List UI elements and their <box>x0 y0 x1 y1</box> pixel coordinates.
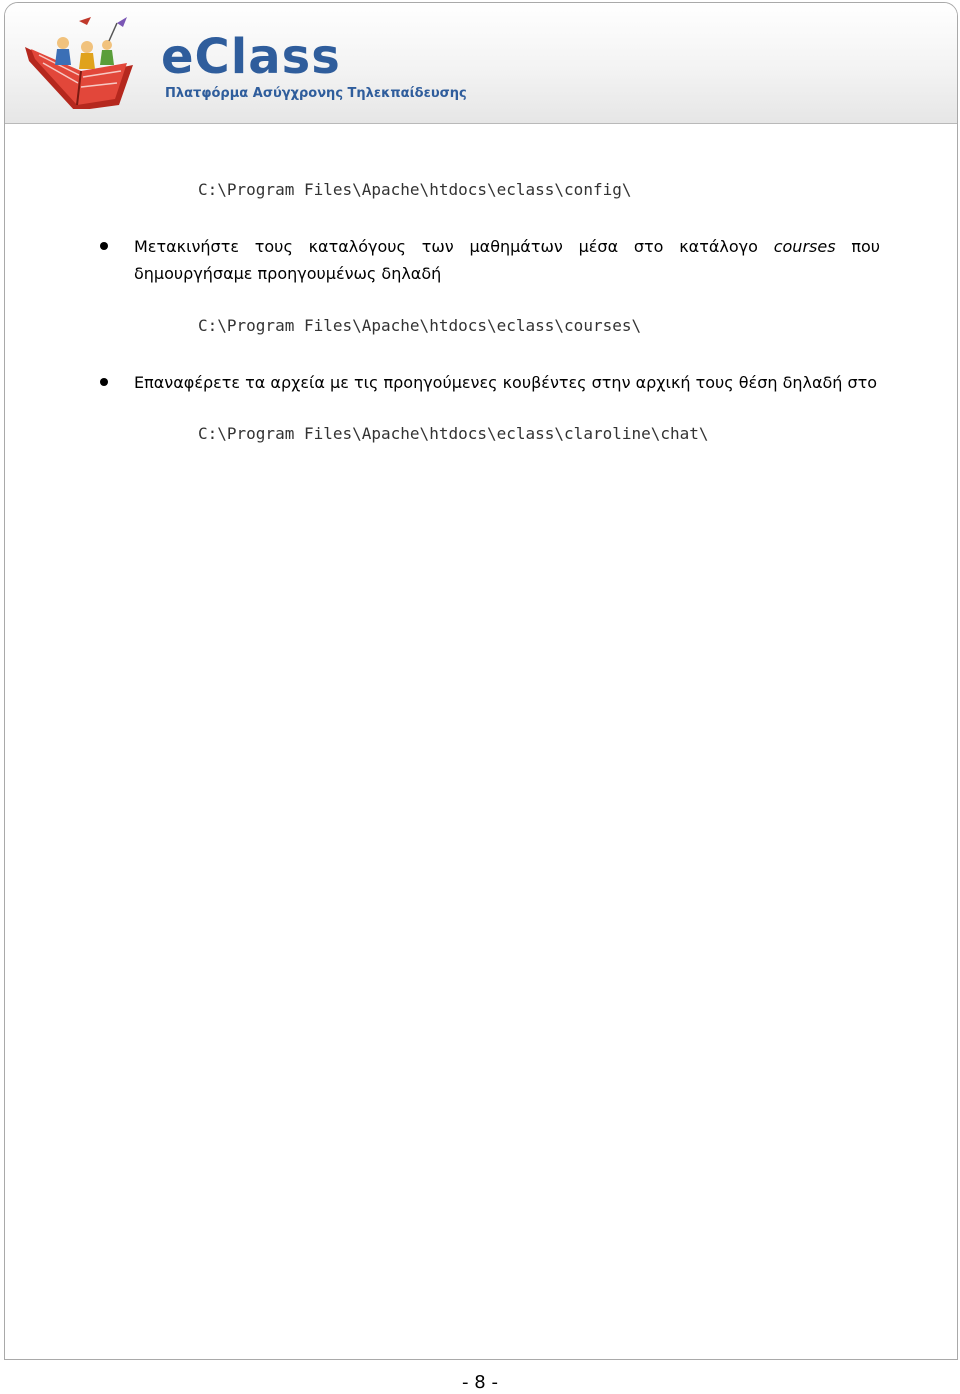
instruction-restore-chat: Επαναφέρετε τα αρχεία με τις προηγούμενες κουβέντες στην αρχική τους θέση δηλαδή στο <box>134 373 878 392</box>
path-courses: C:\Program Files\Apache\htdocs\eclass\courses\ <box>198 316 642 335</box>
bullet-marker <box>100 242 108 250</box>
instruction-text: που δημουργήσαμε προηγουμένως δηλαδή <box>134 237 881 283</box>
brand-tagline: Πλατφόρμα Ασύγχρονης Τηλεκπαίδευσης <box>165 86 467 101</box>
brand-logo: eClass <box>161 29 341 85</box>
instruction-move-courses <box>134 233 880 287</box>
path-config: C:\Program Files\Apache\htdocs\eclass\config\ <box>198 180 632 199</box>
instruction-text: Μετακινήστε τους καταλόγους των μαθημάτων μέσα στο κατάλογο <box>134 237 774 256</box>
bullet-marker <box>100 378 108 386</box>
page-header <box>5 3 957 124</box>
page-frame <box>4 2 958 1360</box>
page-number: - 8 - <box>462 1372 498 1393</box>
courses-emphasis: courses <box>773 237 836 256</box>
path-chat: C:\Program Files\Apache\htdocs\eclass\claroline\chat\ <box>198 424 709 443</box>
flying-book-icon <box>21 13 145 109</box>
